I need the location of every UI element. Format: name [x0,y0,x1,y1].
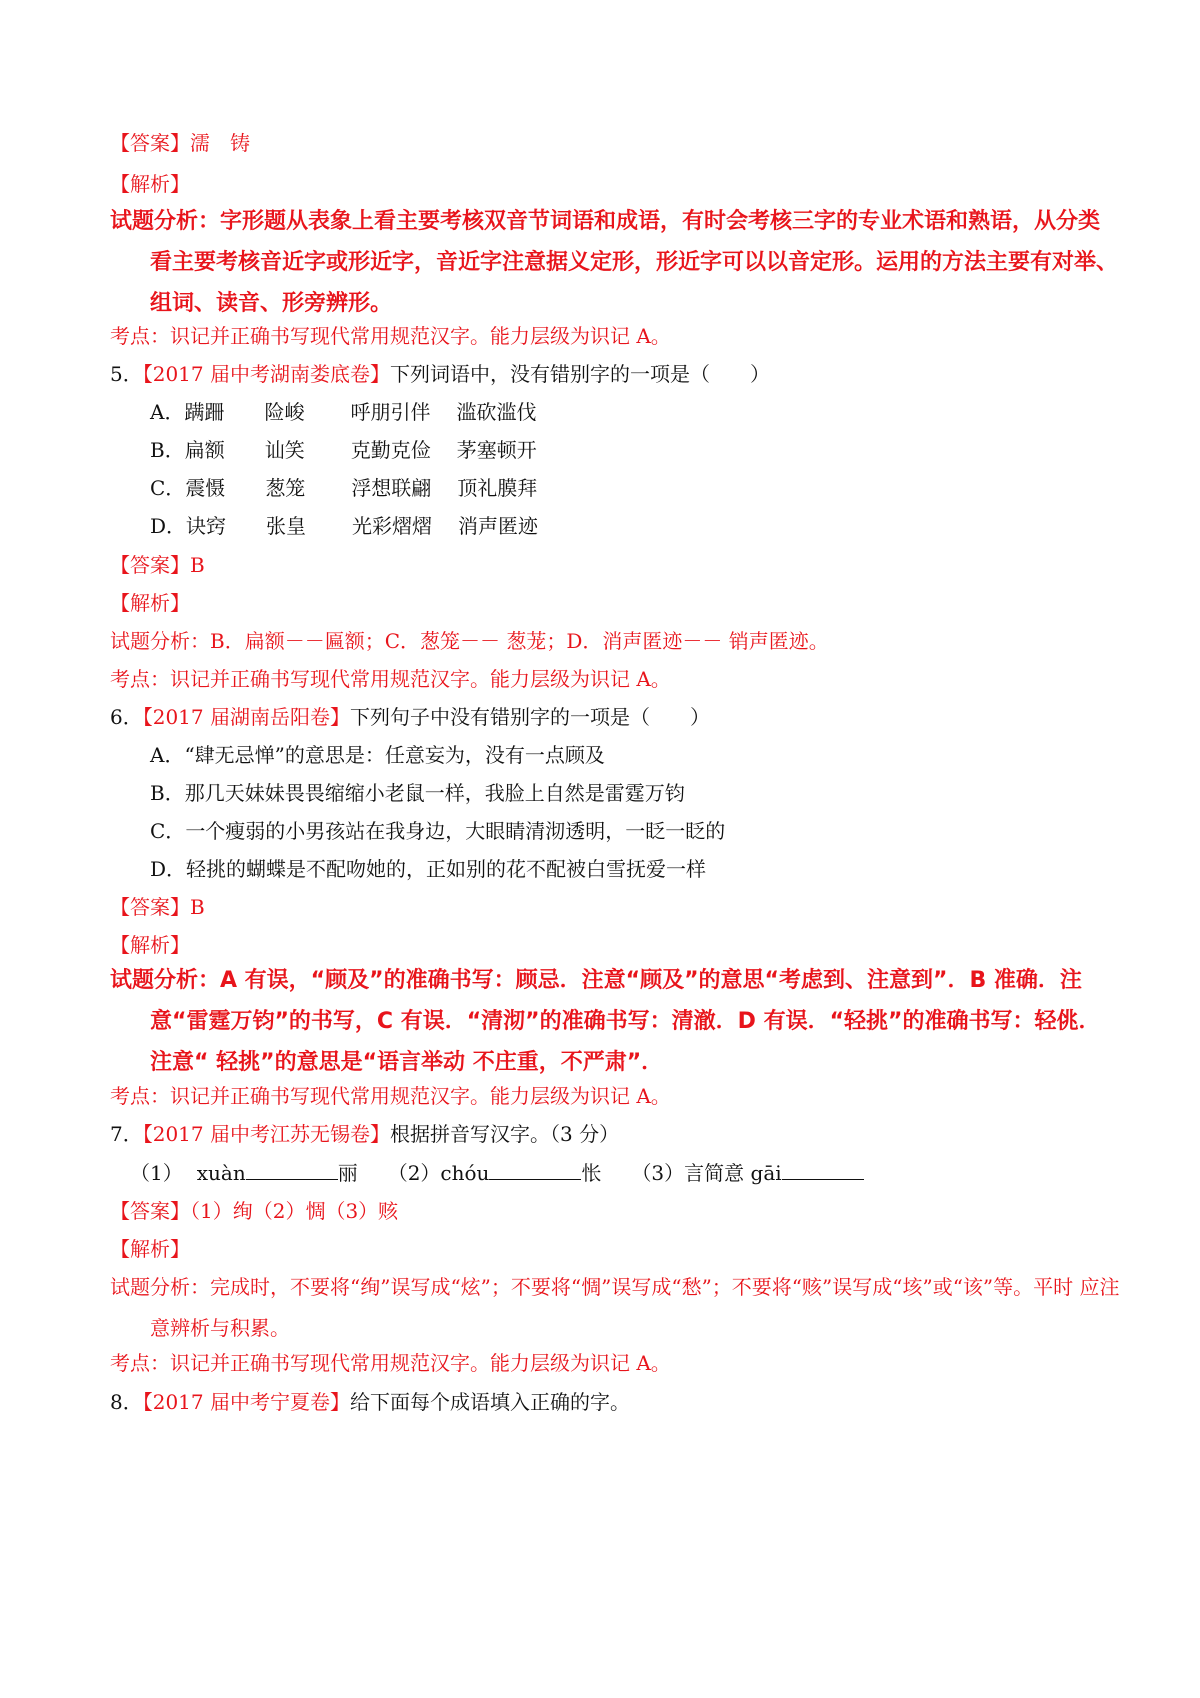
q7-answer-label: 【答案】 [110,1199,190,1223]
q6-option-c-label: C． [150,819,186,843]
q7-analysis-text [110,1267,1120,1349]
q6-option-a-text: “肆无忌惮”的意思是：任意妄为，没有一点顾及 [184,743,605,767]
q5-analysis-label-row [110,590,1120,616]
q6-answer-row [110,894,1120,920]
q8-number: 8． [110,1390,143,1414]
q6-option-c-text: 一个瘦弱的小男孩站在我身边，大眼睛清沏透明，一眨一眨的 [185,819,726,843]
q7-kaodian: 考点：识记并正确书写现代常用规范汉字。能力层级为识记 A。 [110,1351,671,1375]
q7-item1-label: （1） [130,1161,183,1185]
q6-stem-row [110,704,1120,730]
q7-item2-blank[interactable] [489,1161,581,1180]
q7-item2-char: 怅 [581,1161,602,1185]
q6-analysis-text [110,960,1120,1083]
q6-analysis-label: 【解析】 [110,933,190,957]
q4-answer-value: 濡 铸 [190,131,250,155]
q5-analysis-label: 【解析】 [110,591,190,615]
q7-analysis-paragraph: 试题分析：完成时，不要将“绚”误写成“炫”；不要将“惆”误写成“愁”；不要将“赅”误写成“垓”或“该”等。平时 应注意辨析与积累。 [110,1275,1120,1340]
q6-option-d [150,856,1120,882]
q5-option-c-w2: 葱笼 [265,476,306,500]
q5-option-d-w2: 张皇 [266,514,307,538]
q4-answer-row [110,130,1120,156]
q7-item1-blank[interactable] [246,1161,338,1180]
q8-stem-row [110,1389,1120,1415]
q8-source: 【2017 届中考宁夏卷】 [142,1390,350,1414]
q5-option-b-w1: 扁额 [184,438,225,462]
q5-number: 5． [110,362,143,386]
q4-kaodian: 考点：识记并正确书写现代常用规范汉字。能力层级为识记 A。 [110,324,671,348]
q4-analysis-label: 【解析】 [110,172,190,196]
q5-option-a-label: A． [150,400,185,424]
q6-option-a [150,742,1120,768]
q6-option-b-text: 那几天妹妹畏畏缩缩小老鼠一样，我脸上自然是雷霆万钧 [184,781,685,805]
q7-item3-blank[interactable] [782,1161,864,1180]
q5-option-c-w1: 震慑 [185,476,226,500]
q6-number: 6． [110,705,143,729]
q7-answer-value: （1）绚（2）惆（3）赅 [190,1199,399,1223]
q5-option-d [150,513,1120,539]
q7-stem-row [110,1121,1120,1147]
q6-option-d-text: 轻挑的蝴蝶是不配吻她的，正如别的花不配被白雪抚爱一样 [186,857,707,881]
q5-option-c-w3: 浮想联翩 [351,476,432,500]
q4-answer-label: 【答案】 [110,131,190,155]
q5-option-a [150,399,1120,425]
q5-option-c-label: C． [150,476,186,500]
q7-answer-row [110,1198,1120,1224]
q6-answer-label: 【答案】 [110,895,190,919]
q7-item1-char: 丽 [337,1161,358,1185]
q6-answer-value: B [190,895,205,919]
q7-item1-pinyin: xuàn [196,1161,246,1185]
q5-option-a-w2: 险峻 [264,400,305,424]
q5-option-d-label: D． [150,514,187,538]
q5-option-a-w4: 滥砍滥伐 [456,400,537,424]
q5-option-c [150,475,1120,501]
q7-item3-label: （3）言简意 gāi [631,1161,782,1185]
q4-analysis-label-row [110,171,1120,197]
q7-analysis-label-row [110,1236,1120,1262]
q5-option-b-w2: 讪笑 [264,438,305,462]
q6-option-d-label: D． [150,857,187,881]
q5-answer-label: 【答案】 [110,553,190,577]
q6-source: 【2017 届湖南岳阳卷】 [142,705,350,729]
q5-stem-row [110,361,1120,387]
q4-analysis-text [110,201,1120,324]
q5-option-d-w1: 诀窍 [186,514,227,538]
q6-analysis-label-row [110,932,1120,958]
q5-option-b-w4: 茅塞顿开 [456,438,537,462]
q6-stem: 下列句子中没有错别字的一项是（ ） [350,705,710,729]
q5-option-b-w3: 克勤克俭 [350,438,431,462]
q6-option-b [150,780,1120,806]
q5-option-a-w3: 呼朋引伴 [350,400,431,424]
q5-option-d-w4: 消声匿迹 [458,514,539,538]
q6-kaodian: 考点：识记并正确书写现代常用规范汉字。能力层级为识记 A。 [110,1084,671,1108]
q6-analysis-paragraph: 试题分析：A 有误，“顾及”的准确书写：顾忌．注意“顾及”的意思“考虑到、注意到”．B 准确．注意“雷霆万钧”的书写，C 有误．“清沏”的准确书写：清澈．D 有误．“轻挑”的准确书写：轻佻．注意“ 轻挑”的意思是“语言举动 不庄重，不严肃”． [110,968,1101,1075]
q5-option-c-w4: 顶礼膜拜 [457,476,538,500]
q8-stem: 给下面每个成语填入正确的字。 [350,1390,630,1414]
q6-option-a-label: A． [150,743,185,767]
q5-option-a-w1: 蹒跚 [184,400,225,424]
q5-option-b-label: B． [150,438,185,462]
q5-option-d-w3: 光彩熠熠 [352,514,433,538]
q5-answer-value: B [190,553,205,577]
q7-stem: 根据拼音写汉字。（3 分） [390,1122,620,1146]
q5-kaodian: 考点：识记并正确书写现代常用规范汉字。能力层级为识记 A。 [110,667,671,691]
q5-answer-row [110,552,1120,578]
q4-analysis-paragraph: 试题分析：字形题从表象上看主要考核双音节词语和成语，有时会考核三字的专业术语和熟语，从分类看主要考核音近字或形近字，音近字注意据义定形，形近字可以以音定形。运用的方法主要有对举、组词、读音、形旁辨形。 [110,209,1119,316]
q7-items-row [130,1160,1120,1186]
q5-source: 【2017 届中考湖南娄底卷】 [142,362,390,386]
q7-item2-label: （2）chóu [387,1161,490,1185]
q6-option-c [150,818,1120,844]
q7-source: 【2017 届中考江苏无锡卷】 [142,1122,390,1146]
q5-stem: 下列词语中，没有错别字的一项是（ ） [390,362,770,386]
q5-analysis-text: 试题分析：B．扁额－－匾额；C．葱笼－－ 葱茏；D．消声匿迹－－ 销声匿迹。 [110,629,829,653]
q6-option-b-label: B． [150,781,185,805]
q5-option-b [150,437,1120,463]
q7-analysis-label: 【解析】 [110,1237,190,1261]
q7-number: 7． [110,1122,143,1146]
